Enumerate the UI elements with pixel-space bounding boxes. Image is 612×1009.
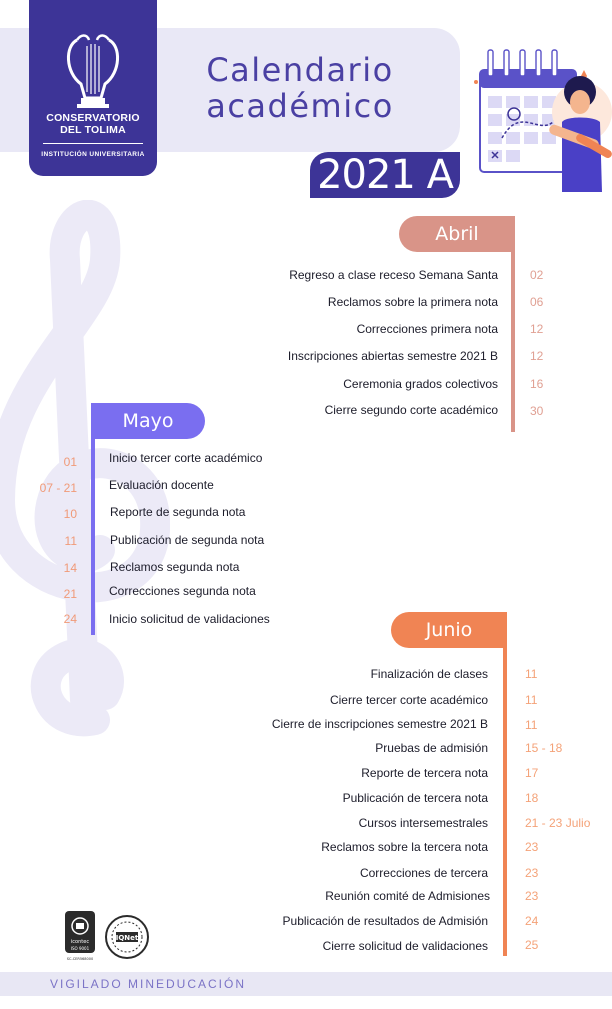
icontec-seal-icon (64, 910, 96, 962)
svg-text:SC-CER568000: SC-CER568000 (66, 957, 94, 961)
logo-subtitle: INSTITUCIÓN UNIVERSITARIA (41, 151, 145, 158)
timeline-abril (511, 216, 515, 432)
abril-event-4: Inscripciones abiertas semestre 2021 B (287, 349, 498, 363)
mayo-event-3: Reporte de segunda nota (110, 505, 246, 519)
abril-date-6: 30 (530, 404, 544, 418)
mayo-date-5: 14 (63, 561, 77, 575)
abril-date-5: 16 (530, 377, 544, 391)
page-title: Calendario académico (206, 51, 394, 125)
junio-event-7: Cursos intersemestrales (358, 816, 488, 830)
mayo-event-1: Inicio tercer corte académico (109, 451, 263, 465)
abril-event-5: Ceremonia grados colectivos (343, 377, 498, 391)
abril-date-2: 06 (530, 295, 544, 309)
junio-event-9: Correcciones de tercera (359, 866, 488, 880)
junio-date-5: 17 (525, 766, 539, 780)
logo-divider (43, 143, 143, 144)
junio-date-10: 23 (525, 889, 539, 903)
junio-event-12: Cierre solicitud de validaciones (322, 939, 488, 953)
junio-date-4: 15 - 18 (525, 741, 563, 755)
junio-date-9: 23 (525, 866, 539, 880)
footer-bar (0, 972, 612, 996)
timeline-junio (503, 612, 507, 956)
lyre-icon (63, 32, 123, 110)
abril-date-3: 12 (530, 322, 544, 336)
abril-event-3: Correcciones primera nota (356, 322, 498, 336)
month-tag-junio: Junio (391, 612, 507, 648)
month-tag-mayo: Mayo (91, 403, 205, 439)
mayo-date-2: 07 - 21 (39, 481, 77, 495)
junio-event-2: Cierre tercer corte académico (329, 693, 488, 707)
iqnet-seal-icon (104, 914, 150, 960)
abril-event-2: Reclamos sobre la primera nota (327, 295, 498, 309)
svg-text:IQNet: IQNet (115, 934, 139, 942)
abril-event-1: Regreso a clase receso Semana Santa (289, 268, 498, 282)
junio-event-10: Reunión comité de Admisiones (325, 889, 490, 903)
month-tag-abril: Abril (399, 216, 515, 252)
mayo-event-5: Reclamos segunda nota (110, 560, 240, 574)
junio-event-1: Finalización de clases (370, 667, 488, 681)
junio-date-3: 11 (525, 718, 538, 732)
mayo-event-4: Publicación de segunda nota (110, 533, 265, 547)
abril-date-4: 12 (530, 349, 544, 363)
timeline-mayo (91, 403, 95, 635)
junio-event-5: Reporte de tercera nota (361, 766, 488, 780)
junio-date-11: 24 (525, 914, 539, 928)
footer-text: VIGILADO MINEDUCACIÓN (50, 977, 247, 991)
junio-date-1: 11 (525, 667, 538, 681)
junio-event-8: Reclamos sobre la tercera nota (321, 840, 488, 854)
junio-event-3: Cierre de inscripciones semestre 2021 B (271, 717, 488, 731)
junio-date-2: 11 (525, 693, 538, 707)
svg-text:icontec: icontec (70, 939, 90, 945)
mayo-date-1: 01 (63, 455, 77, 469)
mayo-date-3: 10 (63, 507, 77, 521)
junio-date-12: 25 (525, 938, 539, 952)
mayo-event-2: Evaluación docente (109, 478, 214, 492)
junio-date-6: 18 (525, 791, 539, 805)
abril-date-1: 02 (530, 268, 544, 282)
mayo-date-7: 24 (63, 612, 77, 626)
junio-event-4: Pruebas de admisión (375, 741, 488, 755)
mayo-date-4: 11 (64, 534, 77, 548)
institution-logo (29, 0, 157, 176)
logo-name: CONSERVATORIO DEL TOLIMA (46, 112, 140, 136)
junio-event-11: Publicación de resultados de Admisión (282, 914, 488, 928)
junio-date-8: 23 (525, 840, 539, 854)
junio-date-7: 21 - 23 Julio (525, 816, 591, 830)
calendar-illustration (462, 42, 612, 194)
svg-text:ISO 9001: ISO 9001 (70, 946, 90, 951)
mayo-event-7: Inicio solicitud de validaciones (109, 612, 270, 626)
mayo-event-6: Correcciones segunda nota (109, 584, 256, 598)
abril-event-6: Cierre segundo corte académico (324, 403, 498, 417)
year-badge: 2021 A (310, 152, 460, 198)
junio-event-6: Publicación de tercera nota (342, 791, 488, 805)
mayo-date-6: 21 (63, 587, 77, 601)
